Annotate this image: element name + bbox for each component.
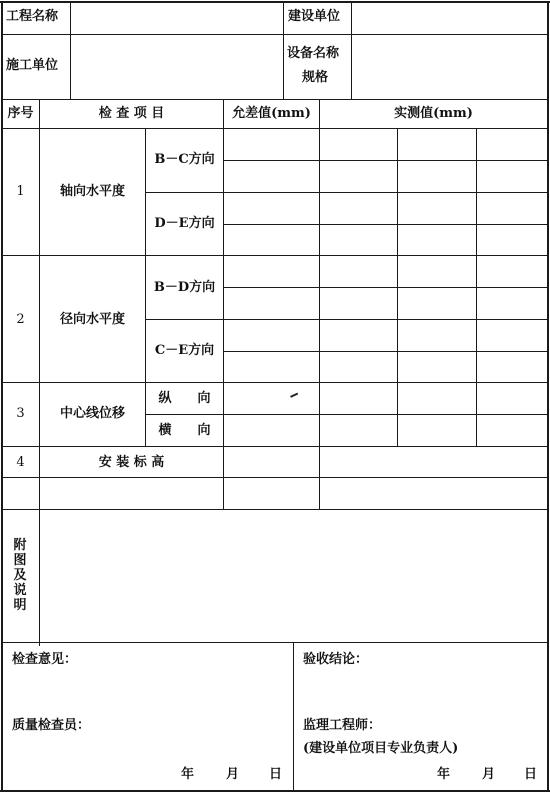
header-bottom bbox=[2, 99, 548, 100]
right-date-year: 年 bbox=[437, 767, 451, 782]
column-header-bottom bbox=[2, 128, 548, 129]
row4-serial: 4 bbox=[16, 455, 25, 470]
acceptance-conclusion-label: 验收结论： bbox=[303, 652, 369, 667]
col-measured: 实测值(mm) bbox=[394, 106, 473, 121]
header-divider bbox=[2, 34, 548, 35]
row1-serial: 1 bbox=[16, 184, 25, 199]
row5-bottom bbox=[2, 509, 548, 510]
row3-sub-divider bbox=[145, 414, 548, 415]
row2-serial: 2 bbox=[16, 312, 25, 327]
left-date-year: 年 bbox=[181, 767, 195, 782]
attachment-char-3: 及 bbox=[13, 568, 27, 583]
attachment-char-5: 明 bbox=[13, 598, 27, 613]
row1-sub-2: D－E方向 bbox=[154, 216, 215, 231]
row4-item: 安 装 标 高 bbox=[98, 455, 165, 470]
quality-inspector-label: 质量检查员： bbox=[12, 718, 91, 733]
row2-item: 径向水平度 bbox=[59, 312, 125, 327]
vline-tolerance-left bbox=[223, 99, 224, 509]
attachment-label bbox=[12, 538, 28, 613]
inspection-opinion-label: 检查意见： bbox=[12, 652, 78, 667]
row2-inner-1 bbox=[223, 287, 548, 288]
left-date-day: 日 bbox=[269, 767, 283, 782]
col-item: 检 查 项 目 bbox=[98, 106, 165, 121]
vline-serial bbox=[39, 99, 40, 646]
row1-inner-1 bbox=[223, 160, 548, 161]
row4-bottom bbox=[2, 477, 548, 478]
row1-sub-1: B－C方向 bbox=[154, 152, 215, 167]
border-bottom bbox=[0, 790, 550, 792]
header-vline-3 bbox=[351, 2, 352, 99]
col-serial: 序号 bbox=[7, 106, 34, 121]
footer-divider bbox=[293, 642, 294, 791]
vline-measured-2 bbox=[476, 128, 477, 446]
equipment-label-line2: 规格 bbox=[302, 70, 329, 85]
row1-sub-divider bbox=[145, 192, 548, 193]
attachment-char-1: 附 bbox=[13, 538, 27, 553]
row3-serial: 3 bbox=[16, 406, 25, 421]
row2-sub-divider bbox=[145, 319, 548, 320]
border-right bbox=[547, 1, 549, 792]
header-vline-2 bbox=[283, 2, 284, 99]
row2-inner-2 bbox=[223, 351, 548, 352]
row2-bottom bbox=[2, 382, 548, 383]
attachment-area[interactable] bbox=[41, 511, 546, 641]
owner-representative-label: (建设单位项目专业负责人) bbox=[303, 741, 459, 756]
left-date-month: 月 bbox=[226, 767, 240, 782]
row2-sub-2: C－E方向 bbox=[154, 343, 215, 358]
row3-item: 中心线位移 bbox=[59, 406, 125, 421]
row3-sub-1: 纵 向 bbox=[158, 391, 211, 406]
supervising-engineer-label: 监理工程师： bbox=[303, 718, 382, 733]
vline-measured-1 bbox=[397, 128, 398, 446]
right-date-month: 月 bbox=[482, 767, 496, 782]
attachment-bottom bbox=[2, 642, 548, 643]
project-name-label: 工程名称 bbox=[6, 9, 59, 24]
pen-mark bbox=[290, 393, 300, 402]
right-date-day: 日 bbox=[524, 767, 538, 782]
owner-unit-label: 建设单位 bbox=[288, 9, 341, 24]
row1-inner-2 bbox=[223, 224, 548, 225]
header-vline-1 bbox=[70, 2, 71, 99]
equipment-label-line1: 设备名称 bbox=[287, 46, 340, 61]
row1-item: 轴向水平度 bbox=[59, 184, 125, 199]
attachment-char-4: 说 bbox=[13, 583, 27, 598]
col-tolerance: 允差值(mm) bbox=[232, 106, 311, 121]
row3-sub-2: 横 向 bbox=[158, 423, 211, 438]
row3-bottom bbox=[2, 446, 548, 447]
attachment-char-2: 图 bbox=[13, 553, 27, 568]
row2-sub-1: B－D方向 bbox=[153, 280, 216, 295]
vline-tolerance-right bbox=[319, 99, 320, 509]
row1-bottom bbox=[2, 255, 548, 256]
border-top bbox=[0, 1, 550, 3]
construction-unit-label: 施工单位 bbox=[6, 58, 59, 73]
